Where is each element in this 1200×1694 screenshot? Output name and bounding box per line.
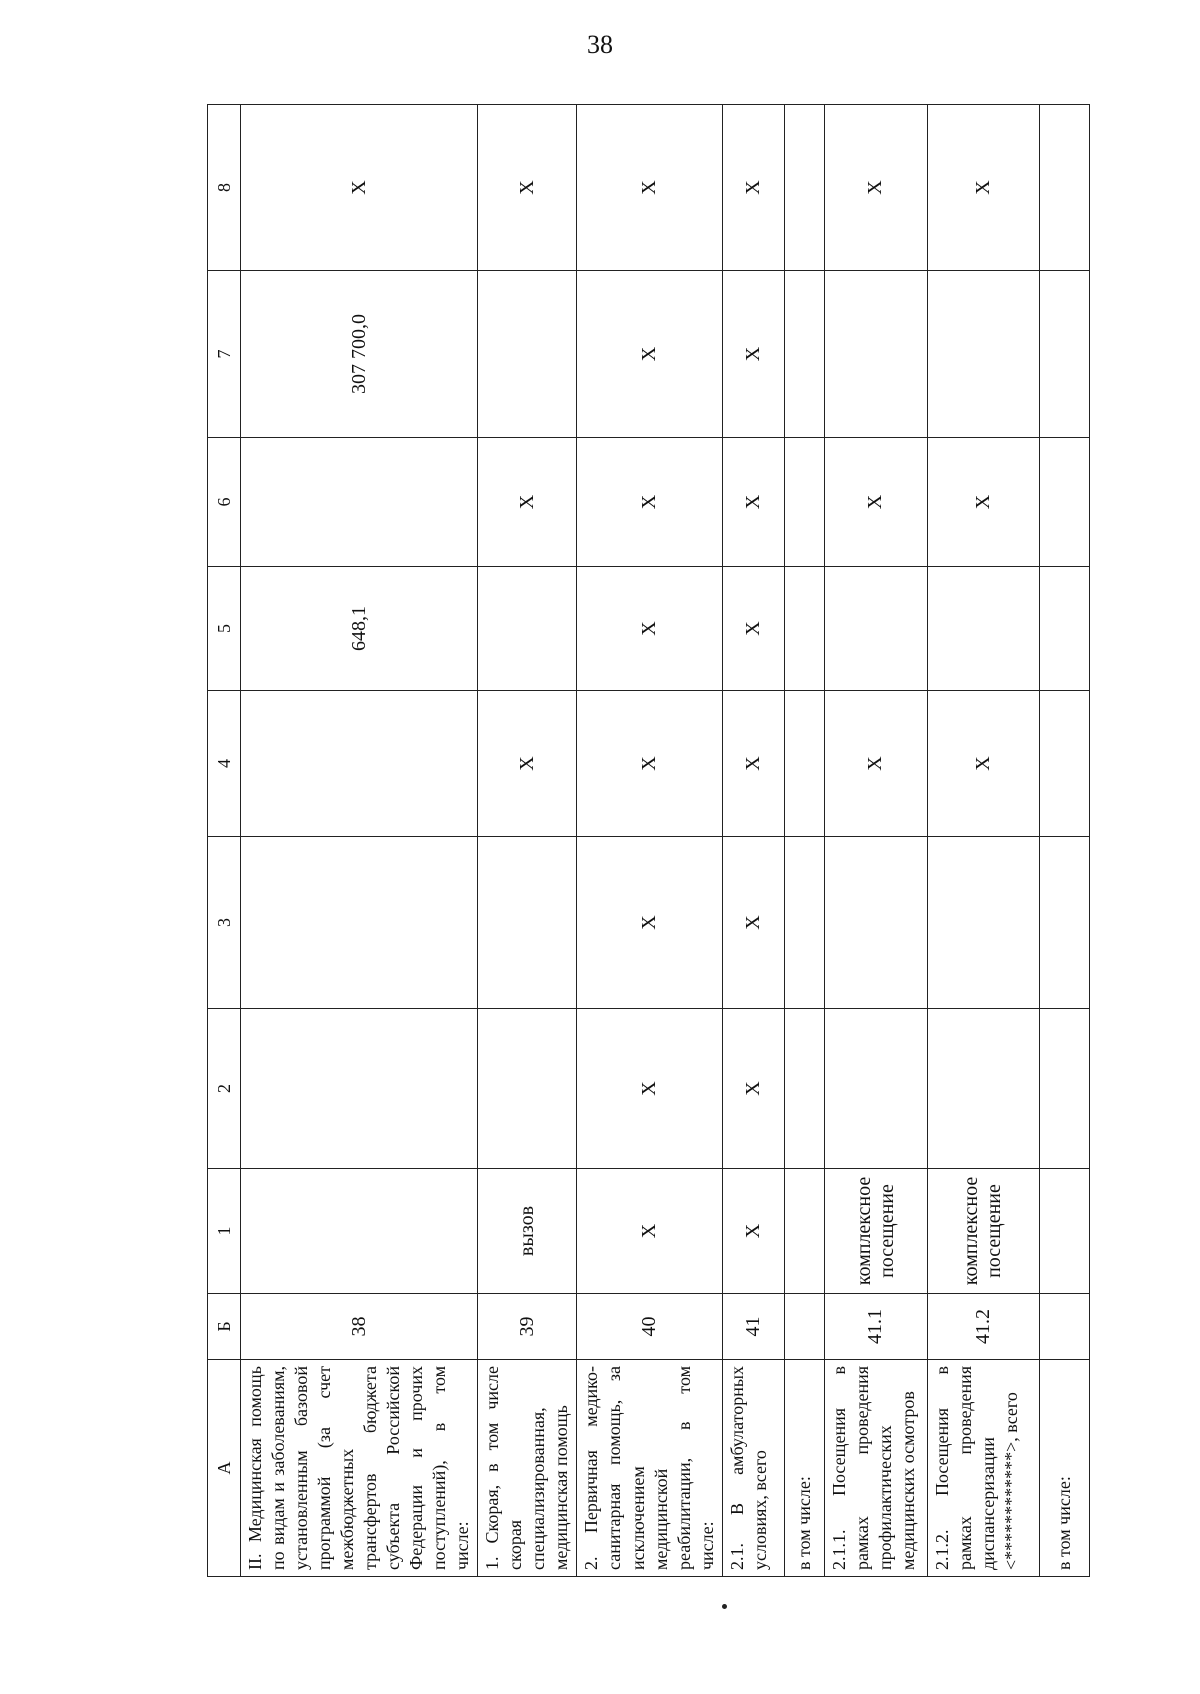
table-cell bbox=[1039, 691, 1089, 837]
table-cell: Х bbox=[577, 105, 722, 271]
table-cell: Х bbox=[722, 691, 784, 837]
table-cell: Х bbox=[577, 1009, 722, 1169]
table-cell bbox=[784, 837, 824, 1009]
table-cell bbox=[478, 1009, 577, 1169]
header-cell: А bbox=[208, 1360, 241, 1577]
header-cell: 7 bbox=[208, 271, 241, 438]
table-cell bbox=[1039, 271, 1089, 438]
table-cell: Х bbox=[722, 567, 784, 691]
table-cell: Х bbox=[927, 691, 1039, 837]
stray-dot bbox=[722, 1604, 727, 1609]
table-cell bbox=[1039, 105, 1089, 271]
table-row bbox=[478, 105, 577, 1577]
table-cell: Х bbox=[722, 837, 784, 1009]
financing-table bbox=[207, 104, 1090, 1577]
row-code: 41 bbox=[722, 1294, 784, 1360]
row-label: II. Медицинская помощь по видам и заболеваниям, установленным базовой программой (за счет межбюджетных трансфертов бюджета субъекта Российской Федерации и прочих поступлений), в том числе: bbox=[241, 1360, 478, 1577]
page-number: 38 bbox=[587, 30, 613, 59]
table-cell bbox=[478, 271, 577, 438]
table-cell bbox=[241, 438, 478, 567]
table-cell bbox=[1039, 438, 1089, 567]
header-cell: 6 bbox=[208, 438, 241, 567]
table-cell: Х bbox=[722, 1169, 784, 1294]
table-cell: Х bbox=[722, 438, 784, 567]
header-cell: 3 bbox=[208, 837, 241, 1009]
table-cell: Х bbox=[824, 691, 927, 837]
table-cell bbox=[784, 1009, 824, 1169]
table-cell: Х bbox=[722, 1009, 784, 1169]
table-cell: Х bbox=[478, 691, 577, 837]
table-cell bbox=[784, 438, 824, 567]
table-row bbox=[241, 105, 478, 1577]
table-cell bbox=[1039, 1009, 1089, 1169]
table-cell: Х bbox=[241, 105, 478, 271]
table-cell: 648,1 bbox=[241, 567, 478, 691]
row-label: 2.1. В амбулаторных условиях, всего bbox=[722, 1360, 784, 1577]
table-cell bbox=[241, 1009, 478, 1169]
table-cell bbox=[824, 1009, 927, 1169]
table-cell: комплексное посещение bbox=[824, 1169, 927, 1294]
table-cell bbox=[824, 271, 927, 438]
row-code: 39 bbox=[478, 1294, 577, 1360]
table-cell: Х bbox=[577, 1169, 722, 1294]
row-label: 2. Первичная медико-санитарная помощь, за исключением медицинской реабилитации, в том числе: bbox=[577, 1360, 722, 1577]
table-cell: Х bbox=[577, 271, 722, 438]
table-cell: Х bbox=[927, 105, 1039, 271]
table-cell bbox=[241, 837, 478, 1009]
rotated-table-frame bbox=[207, 105, 1077, 1577]
table-cell bbox=[784, 1169, 824, 1294]
header-cell: 2 bbox=[208, 1009, 241, 1169]
header-cell: 8 bbox=[208, 105, 241, 271]
header-cell: 5 bbox=[208, 567, 241, 691]
row-code: 38 bbox=[241, 1294, 478, 1360]
table-row bbox=[722, 105, 784, 1577]
table-cell: комплексное посещение bbox=[927, 1169, 1039, 1294]
row-label: в том числе: bbox=[784, 1360, 824, 1577]
row-label: в том числе: bbox=[1039, 1360, 1089, 1577]
row-label: 2.1.1. Посещения в рамках проведения профилактических медицинских осмотров bbox=[824, 1360, 927, 1577]
header-cell: 1 bbox=[208, 1169, 241, 1294]
table-cell bbox=[784, 567, 824, 691]
table-cell: Х bbox=[824, 105, 927, 271]
table-cell bbox=[1039, 837, 1089, 1009]
table-cell bbox=[784, 105, 824, 271]
table-cell bbox=[1039, 567, 1089, 691]
table-cell: Х bbox=[577, 438, 722, 567]
table-cell bbox=[927, 567, 1039, 691]
table-cell bbox=[824, 567, 927, 691]
table-cell bbox=[927, 1009, 1039, 1169]
table-cell: Х bbox=[577, 567, 722, 691]
table-cell bbox=[927, 837, 1039, 1009]
row-label: 1. Скорая, в том числе скорая специализированная, медицинская помощь bbox=[478, 1360, 577, 1577]
table-row bbox=[784, 105, 824, 1577]
table-cell: вызов bbox=[478, 1169, 577, 1294]
table-cell bbox=[478, 837, 577, 1009]
table-cell: 307 700,0 bbox=[241, 271, 478, 438]
table-cell bbox=[241, 1169, 478, 1294]
table-cell: Х bbox=[824, 438, 927, 567]
row-code: 41.2 bbox=[927, 1294, 1039, 1360]
table-cell: Х bbox=[722, 105, 784, 271]
table-cell: Х bbox=[927, 438, 1039, 567]
table-cell bbox=[1039, 1169, 1089, 1294]
row-code: 40 bbox=[577, 1294, 722, 1360]
table-cell bbox=[784, 271, 824, 438]
table-cell: Х bbox=[577, 691, 722, 837]
table-row bbox=[824, 105, 927, 1577]
table-cell: Х bbox=[577, 837, 722, 1009]
table-cell bbox=[824, 837, 927, 1009]
row-code bbox=[1039, 1294, 1089, 1360]
table-row bbox=[1039, 105, 1089, 1577]
row-label: 2.1.2. Посещения в рамках проведения диспансеризации <************>, всего bbox=[927, 1360, 1039, 1577]
table-cell: Х bbox=[722, 271, 784, 438]
header-cell: Б bbox=[208, 1294, 241, 1360]
row-code: 41.1 bbox=[824, 1294, 927, 1360]
table-header-row bbox=[208, 105, 241, 1577]
table-row bbox=[577, 105, 722, 1577]
table-cell bbox=[927, 271, 1039, 438]
table-cell bbox=[241, 691, 478, 837]
table-cell bbox=[784, 691, 824, 837]
rotated-table-wrapper bbox=[207, 105, 1077, 1577]
table-row bbox=[927, 105, 1039, 1577]
table-cell: Х bbox=[478, 105, 577, 271]
header-cell: 4 bbox=[208, 691, 241, 837]
table-cell: Х bbox=[478, 438, 577, 567]
table-cell bbox=[478, 567, 577, 691]
row-code bbox=[784, 1294, 824, 1360]
